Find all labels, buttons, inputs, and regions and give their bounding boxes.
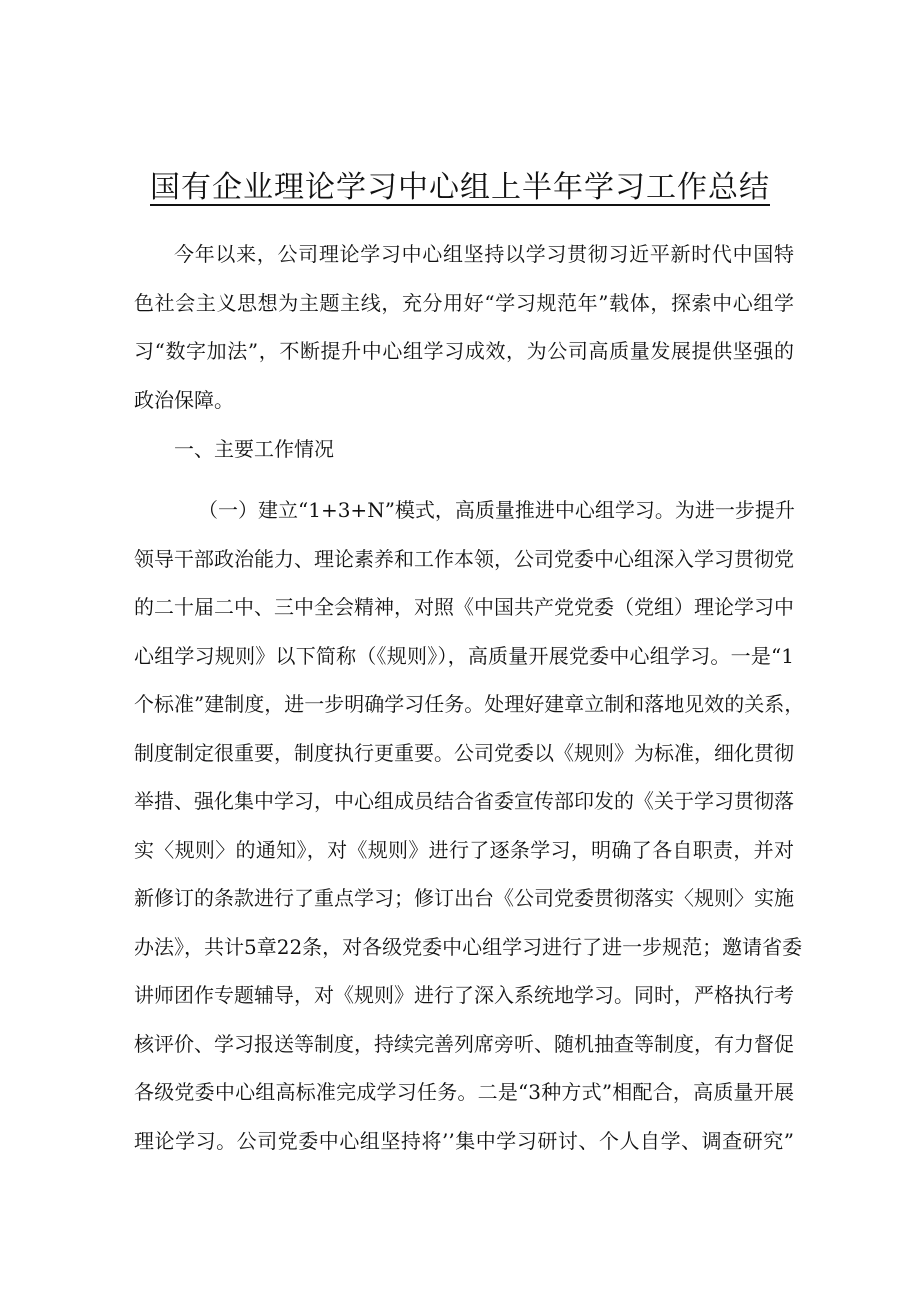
intro-paragraph <box>134 230 794 424</box>
document-title-text: 国有企业理论学习中心组上半年学习工作总结 <box>150 170 770 205</box>
document-title <box>0 166 920 210</box>
paragraph-line: 习“数字加法”，不断提升中心组学习成效，为公司高质量发展提供坚强的 <box>134 339 794 363</box>
section-heading <box>134 425 794 474</box>
paragraph-line: 举措、强化集中学习，中心组成员结合省委宣传部印发的《关于学习贯彻落 <box>134 789 794 813</box>
paragraph-line: 理论学习。公司党委中心组坚持将’’集中学习研讨、个人自学、调查研究” <box>134 1128 794 1153</box>
paragraph-line: 政治保障。 <box>134 387 234 412</box>
paragraph-line: 讲师团作专题辅导，对《规则》进行了深入系统地学习。同时，严格执行考 <box>134 983 794 1007</box>
paragraph-line: 核评价、学习报送等制度，持续完善列席旁听、随机抽查等制度，有力督促 <box>134 1031 794 1056</box>
paragraph-line: 今年以来，公司理论学习中心组坚持以学习贯彻习近平新时代中国特 <box>174 242 794 266</box>
paragraph-line: 领导干部政治能力、理论素养和工作本领，公司党委中心组深入学习贯彻党 <box>134 546 794 571</box>
paragraph-line: 新修订的条款进行了重点学习；修订出台《公司党委贯彻落实〈规则〉实施 <box>134 886 794 910</box>
paragraph-line: 心组学习规则》以下简称（《规则》），高质量开展党委中心组学习。一是“1 <box>134 643 794 668</box>
paragraph-line: 色社会主义思想为主题主线，充分用好“学习规范年”载体，探索中心组学 <box>134 290 794 315</box>
paragraph-line: 实〈规则〉的通知》，对《规则》进行了逐条学习，明确了各自职责，并对 <box>134 837 794 862</box>
paragraph-line: 各级党委中心组高标准完成学习任务。二是“3种方式”相配合，高质量开展 <box>134 1080 794 1104</box>
paragraph-line: 个标准”建制度，进一步明确学习任务。处理好建章立制和落地见效的关系， <box>134 692 805 716</box>
paragraph-line: 的二十届二中、三中全会精神，对照《中国共产党党委（党组）理论学习中 <box>134 595 794 619</box>
section-heading-text: 一、主要工作情况 <box>174 437 334 461</box>
subsection-paragraph <box>134 486 805 1165</box>
paragraph-line: 办法》，共计5章22条，对各级党委中心组学习进行了进一步规范；邀请省委 <box>134 934 803 959</box>
paragraph-line: （一）建立“1+3+N”模式，高质量推进中心组学习。为进一步提升 <box>198 498 795 522</box>
paragraph-line: 制度制定很重要，制度执行更重要。公司党委以《规则》为标准，细化贯彻 <box>134 740 794 765</box>
